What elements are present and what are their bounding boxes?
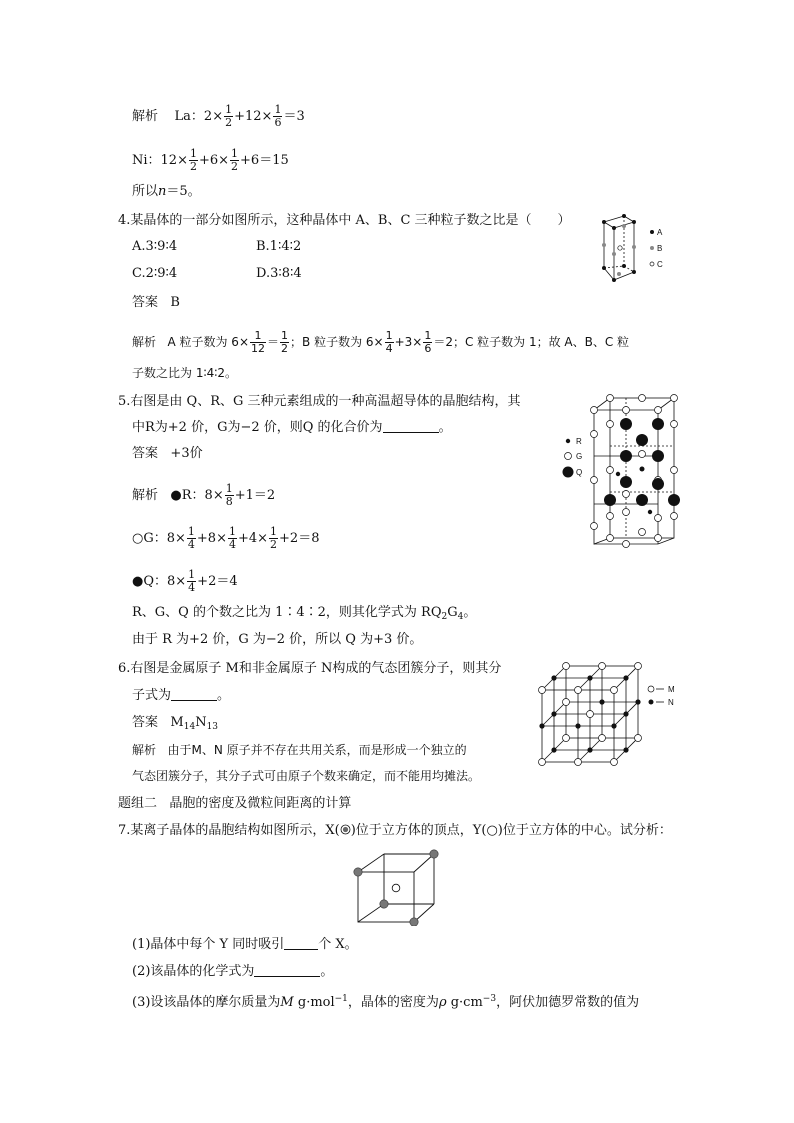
den: 4 xyxy=(187,538,195,551)
num: 1 xyxy=(250,330,266,343)
num: 1 xyxy=(188,568,196,581)
q4-option-a: A.3∶9∶4 xyxy=(132,239,178,254)
variable: ρ xyxy=(438,995,447,1010)
q5-q-line xyxy=(132,569,238,594)
text: 。 xyxy=(438,420,452,435)
text: N xyxy=(195,715,207,730)
q6-solution-line1 xyxy=(132,741,467,759)
text: ，晶体的密度为 xyxy=(347,995,439,1010)
text: Ni：12× xyxy=(132,153,188,168)
den: 2 xyxy=(270,538,278,551)
q5-g-line xyxy=(132,526,319,551)
q3-conclusion xyxy=(132,183,201,201)
text: )位于立方体的顶点，Y(○)位于立方体的中心。试分析： xyxy=(350,823,672,838)
den: 6 xyxy=(424,342,432,355)
text: ＝ xyxy=(267,335,280,349)
q7-part3 xyxy=(132,990,639,1012)
q5-question-line2 xyxy=(132,419,452,437)
answer-label: 答案 xyxy=(132,715,159,730)
text: 由于M、N 原子并不存在共用关系，而是形成一个独立的 xyxy=(167,743,467,757)
answer-label: 答案 xyxy=(132,295,159,310)
den: 2 xyxy=(281,342,289,355)
text: +2＝8 xyxy=(279,531,320,546)
q7-part1 xyxy=(132,936,358,954)
den: 6 xyxy=(274,116,282,129)
text: 。 xyxy=(320,964,334,979)
q6-question-line1: 6.右图是金属原子 M和非金属原子 N构成的气态团簇分子，则其分 xyxy=(118,661,502,676)
den: 12 xyxy=(251,342,265,355)
q3-la-line xyxy=(132,104,305,129)
num: 1 xyxy=(225,103,233,116)
q6-answer xyxy=(132,714,218,736)
num: 1 xyxy=(228,525,236,538)
legend-a: A xyxy=(657,228,663,237)
superscript: −3 xyxy=(482,994,497,1004)
q4-question: 4.某晶体的一部分如图所示，这种晶体中 A、B、C 三种粒子数之比是（ ） xyxy=(118,213,571,228)
legend-b: B xyxy=(657,244,663,253)
q4-option-c: C.2∶9∶4 xyxy=(132,266,178,281)
num: 1 xyxy=(385,329,393,342)
text: (2)该晶体的化学式为 xyxy=(132,964,255,979)
text: +4× xyxy=(237,531,269,546)
text: g·mol xyxy=(293,995,335,1010)
group-title: 晶胞的密度及微粒间距离的计算 xyxy=(169,796,352,811)
den: 4 xyxy=(385,342,393,355)
num: 1 xyxy=(231,147,239,160)
q4-solution-line1 xyxy=(132,330,629,355)
answer-blank xyxy=(171,688,217,701)
legend-n: N xyxy=(668,698,674,707)
text: R、G、Q 的个数之比为 1∶4∶2，则其化学式为 RQ xyxy=(132,605,442,620)
fraction xyxy=(280,330,289,355)
text: +6＝15 xyxy=(240,153,289,168)
text: +3× xyxy=(394,335,423,349)
fraction xyxy=(225,483,234,508)
solution-label: 解析 xyxy=(132,109,159,124)
text: 所以 xyxy=(132,184,159,199)
q3-ni-line xyxy=(132,148,289,173)
text: +8× xyxy=(196,531,227,546)
text: ＝3 xyxy=(283,109,305,124)
num: 1 xyxy=(189,147,197,160)
text: La：2× xyxy=(174,109,224,124)
answer-blank xyxy=(254,964,320,977)
den: 4 xyxy=(188,581,196,594)
num: 1 xyxy=(270,525,278,538)
legend-m: M xyxy=(668,685,675,694)
text: +12× xyxy=(234,109,273,124)
q6-question-line2 xyxy=(132,687,230,705)
q4-option-d: D.3∶8∶4 xyxy=(256,266,302,281)
solution-label: 解析 xyxy=(132,488,159,503)
fraction xyxy=(187,569,196,594)
legend-q: Q xyxy=(576,468,583,477)
fraction xyxy=(385,330,394,355)
fraction xyxy=(224,104,233,129)
fraction xyxy=(269,526,278,551)
text: 中R为+2 价，G为−2 价，则Q 的化合价为 xyxy=(132,420,383,435)
text: g·cm xyxy=(446,995,483,1010)
subscript: 2 xyxy=(441,612,448,622)
den: 4 xyxy=(228,538,236,551)
text: G xyxy=(447,605,458,620)
text: (1)晶体中每个 Y 同时吸引 xyxy=(132,937,285,952)
text: ，阿伏加德罗常数的值为 xyxy=(496,995,640,1010)
answer-label: 答案 xyxy=(132,446,159,461)
group2-heading xyxy=(118,795,351,813)
x-particle-icon xyxy=(340,824,351,835)
text: +1＝2 xyxy=(234,488,276,503)
den: 2 xyxy=(189,160,197,173)
q6-solution-line2: 气态团簇分子，其分子式可由原子个数来确定，而不能用均摊法。 xyxy=(132,769,481,783)
q6-cluster-figure xyxy=(530,660,686,770)
num: 1 xyxy=(225,482,233,495)
text: 子式为 xyxy=(132,688,172,703)
text: +2＝4 xyxy=(197,574,238,589)
legend-r: R xyxy=(576,437,582,446)
text: ；B 粒子数为 6× xyxy=(290,335,384,349)
num: 1 xyxy=(424,329,432,342)
legend-g: G xyxy=(576,452,583,461)
fraction xyxy=(187,526,196,551)
q4-answer xyxy=(132,294,180,312)
q5-crystal-figure xyxy=(560,394,684,550)
subscript: 13 xyxy=(206,722,219,732)
q5-answer xyxy=(132,445,203,463)
variable: M xyxy=(280,995,294,1010)
num: 1 xyxy=(281,329,289,342)
text: 个 X。 xyxy=(318,937,358,952)
num: 1 xyxy=(274,103,282,116)
q5-ratio xyxy=(132,604,476,626)
text: 。 xyxy=(463,605,477,620)
fraction xyxy=(230,148,239,173)
subscript: 4 xyxy=(457,612,464,622)
q7-cube-figure xyxy=(350,846,442,926)
fraction xyxy=(228,526,237,551)
text: 7.某离子晶体的晶胞结构如图所示，X( xyxy=(118,823,340,838)
text: A 粒子数为 6× xyxy=(167,335,249,349)
q7-part2 xyxy=(132,963,333,981)
q4-solution-line2: 子数之比为 1∶4∶2。 xyxy=(132,366,237,380)
den: 2 xyxy=(225,116,233,129)
variable: n xyxy=(158,184,167,199)
fraction xyxy=(189,148,198,173)
den: 2 xyxy=(231,160,239,173)
q4-option-b: B.1∶4∶2 xyxy=(256,239,302,254)
text: ●R：8× xyxy=(170,488,224,503)
text: ＝2；C 粒子数为 1；故 A、B、C 粒 xyxy=(433,335,630,349)
solution-label: 解析 xyxy=(132,743,157,757)
q7-question xyxy=(118,822,672,840)
q5-question-line1: 5.右图是由 Q、R、G 三种元素组成的一种高温超导体的晶胞结构，其 xyxy=(118,394,521,409)
text: M xyxy=(170,715,184,730)
answer-value: B xyxy=(170,295,180,310)
answer-value: +3价 xyxy=(170,446,203,461)
text: ○G：8× xyxy=(132,531,186,546)
answer-blank xyxy=(284,937,318,950)
fraction xyxy=(423,330,432,355)
fraction xyxy=(273,104,282,129)
text: +6× xyxy=(198,153,230,168)
group-label: 题组二 xyxy=(118,796,158,811)
text: 。 xyxy=(217,688,231,703)
legend-c: C xyxy=(657,260,663,269)
superscript: −1 xyxy=(334,994,348,1004)
text: ●Q：8× xyxy=(132,574,187,589)
solution-label: 解析 xyxy=(132,335,157,349)
q5-r-line xyxy=(132,483,275,508)
answer-blank xyxy=(383,420,439,433)
q5-valence: 由于 R 为+2 价，G 为−2 价，所以 Q 为+3 价。 xyxy=(132,632,423,647)
fraction xyxy=(250,330,266,355)
q4-crystal-figure xyxy=(594,212,684,288)
num: 1 xyxy=(187,525,195,538)
den: 8 xyxy=(225,495,233,508)
text: ＝5。 xyxy=(166,184,201,199)
subscript: 14 xyxy=(183,722,196,732)
text: (3)设该晶体的摩尔质量为 xyxy=(132,995,281,1010)
